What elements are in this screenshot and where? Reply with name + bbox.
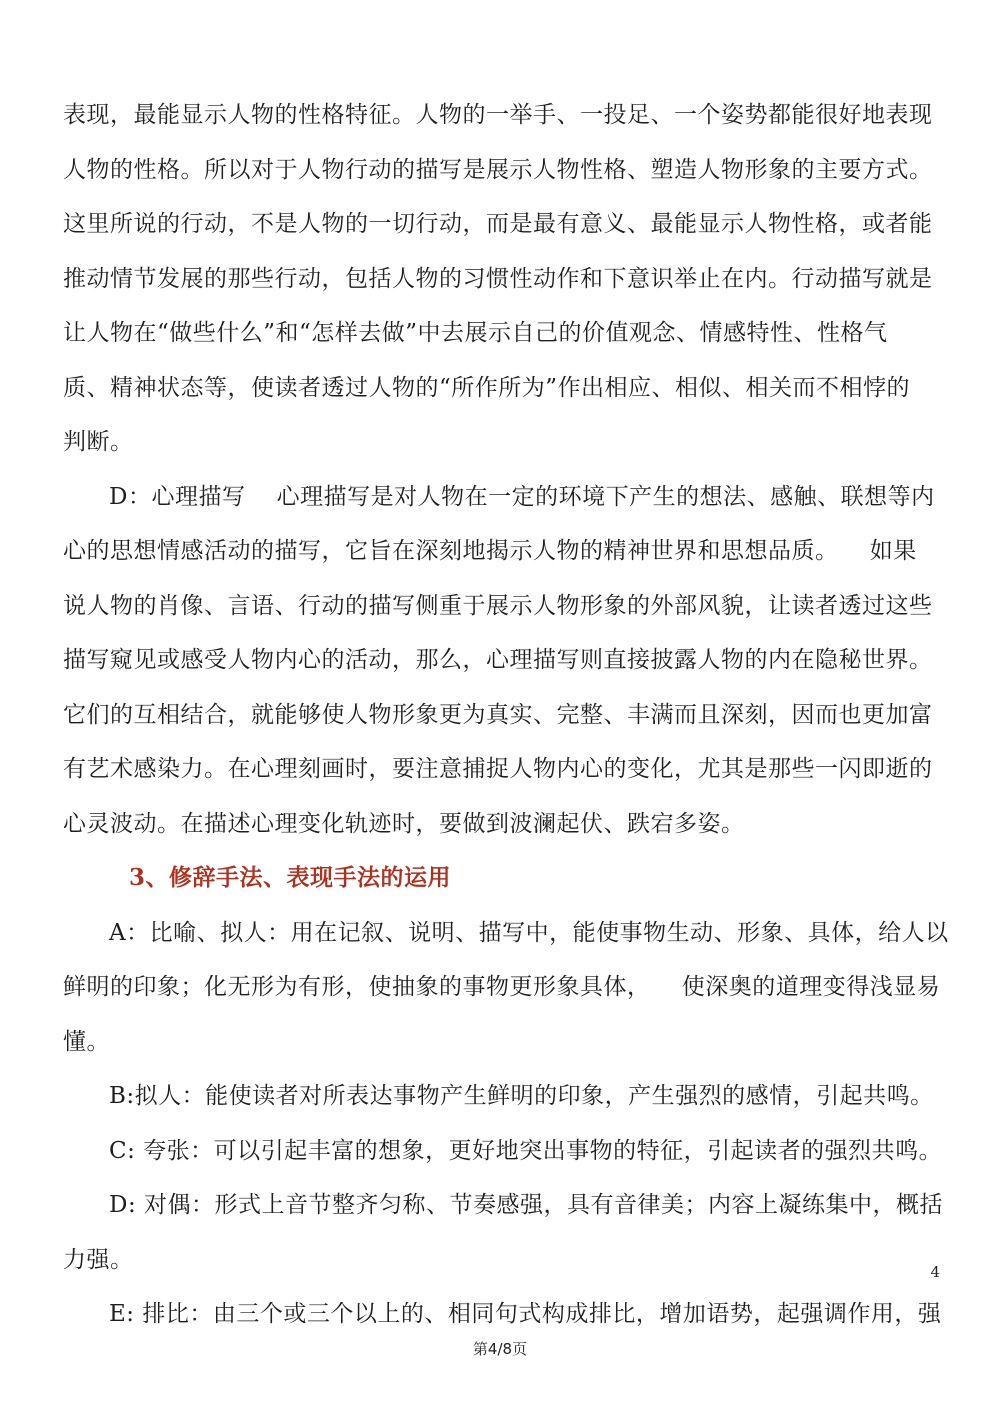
text-line: 心灵波动。在描述心理变化轨迹时，要做到波澜起伏、跌宕多姿。 [63, 810, 745, 837]
text-line: 质、精神状态等，使读者透过人物的“所作所为”作出相应、相似、相关而不相悖的 [63, 374, 911, 401]
text-line: C: 夸张：可以引起丰富的想象，更好地突出事物的特征，引起读者的强烈共鸣。 [109, 1137, 943, 1164]
text-line: 懂。 [63, 1028, 110, 1055]
text-line: 鲜明的印象；化无形为有形，使抽象的事物更形象具体， 使深奥的道理变得浅显易 [63, 974, 941, 1000]
page-number: 4 [930, 1263, 940, 1281]
text-line: 让人物在“做些什么”和“怎样去做”中去展示自己的价值观念、情感特性、性格气 [63, 320, 888, 346]
text-line: 描写窥见或感受人物内心的活动，那么，心理描写则直接披露人物的内在隐秘世界。 [63, 647, 933, 673]
text-line: B:拟人：能使读者对所表达事物产生鲜明的印象，产生强烈的感情，引起共鸣。 [109, 1083, 934, 1109]
text-line: 表现，最能显示人物的性格特征。人物的一举手、一投足、一个姿势都能很好地表现 [63, 102, 933, 128]
text-line: 说人物的肖像、言语、行动的描写侧重于展示人物形象的外部风貌，让读者透过这些 [63, 592, 933, 619]
text-line: D: 对偶：形式上音节整齐匀称、节奏感强，具有音律美；内容上凝练集中，概括 [109, 1192, 944, 1218]
text-line: 心的思想情感活动的描写，它旨在深刻地揭示人物的精神世界和思想品质。 如果 [63, 538, 917, 564]
text-line: 它们的互相结合，就能够使人物形象更为真实、完整、丰满而且深刻，因而也更加富 [63, 701, 933, 728]
text-line: A：比喻、拟人：用在记叙、说明、描写中，能使事物生动、形象、具体，给人以 [109, 919, 949, 946]
text-line: 人物的性格。所以对于人物行动的描写是展示人物性格、塑造人物形象的主要方式。 [63, 156, 933, 183]
text-line: 这里所说的行动，不是人物的一切行动，而是最有意义、最能显示人物性格，或者能 [63, 211, 933, 237]
page-footer: 第4/8页 [472, 1340, 528, 1358]
text-line: E: 排比：由三个或三个以上的、相同句式构成排比，增加语势，起强调作用，强 [109, 1301, 942, 1327]
section-heading: 3、修辞手法、表现手法的运用 [129, 864, 452, 891]
text-line: 有艺术感染力。在心理刻画时，要注意捕捉人物内心的变化，尤其是那些一闪即逝的 [63, 756, 933, 782]
text-line: D：心理描写 心理描写是对人物在一定的环境下产生的想法、感触、联想等内 [109, 483, 935, 510]
text-line: 推动情节发展的那些行动，包括人物的习惯性动作和下意识举止在内。行动描写就是 [63, 265, 933, 292]
text-line: 力强。 [63, 1246, 134, 1273]
body-text [63, 88, 949, 1342]
text-line: 判断。 [63, 429, 134, 455]
